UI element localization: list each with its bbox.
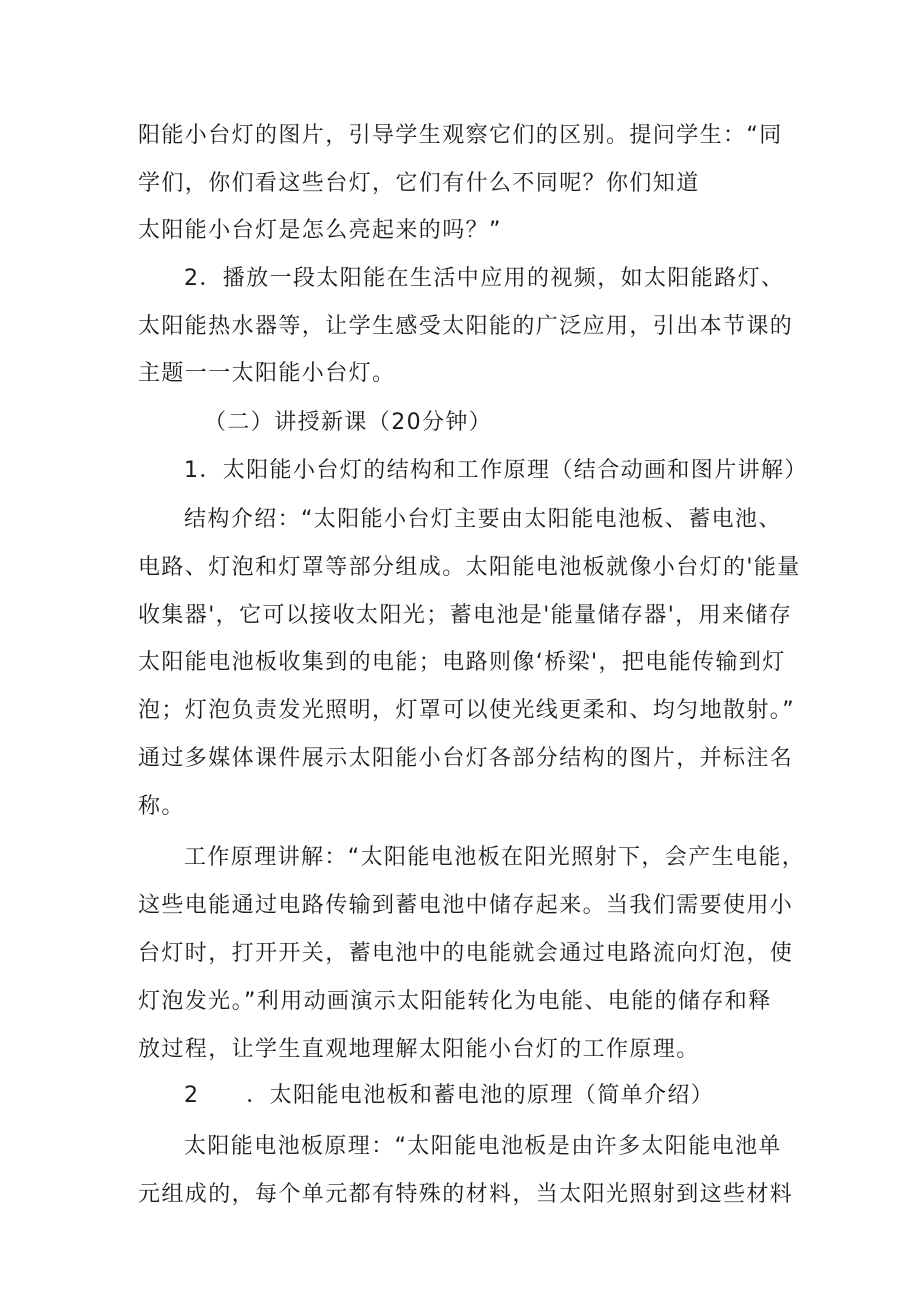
paragraph-line: 2．播放一段太阳能在生活中应用的视频，如太阳能路灯、 bbox=[184, 266, 785, 291]
paragraph-line: 这些电能通过电路传输到蓄电池中储存起来。当我们需要使用小 bbox=[138, 893, 794, 918]
paragraph-line: 太阳能电池板原理：“太阳能电池板是由许多太阳能电池单 bbox=[184, 1134, 782, 1159]
paragraph-line: 太阳能电池板收集到的电能；电路则像‘桥梁'，把电能传输到灯 bbox=[138, 650, 786, 675]
paragraph-line: 电路、灯泡和灯罩等部分组成。太阳能电池板就像小台灯的'能量 bbox=[138, 555, 801, 580]
paragraph-line: 通过多媒体课件展示太阳能小台灯各部分结构的图片，并标注名 bbox=[138, 746, 794, 771]
subsection-heading: 1．太阳能小台灯的结构和工作原理（结合动画和图片讲解） bbox=[184, 458, 808, 483]
section-heading: （二）讲授新课（20分钟） bbox=[204, 410, 493, 435]
paragraph-line: 阳能小台灯的图片，引导学生观察它们的区别。提问学生：“同 bbox=[138, 123, 783, 148]
paragraph-line: 工作原理讲解：“太阳能电池板在阳光照射下，会产生电能， bbox=[184, 845, 806, 870]
subsection-heading: 2 ．太阳能电池板和蓄电池的原理（简单介绍） bbox=[184, 1083, 715, 1108]
paragraph-line: 放过程，让学生直观地理解太阳能小台灯的工作原理。 bbox=[138, 1037, 700, 1062]
paragraph-line: 主题一一太阳能小台灯。 bbox=[138, 361, 396, 386]
paragraph-line: 太阳能热水器等，让学生感受太阳能的广泛应用，引出本节课的 bbox=[138, 314, 794, 339]
paragraph-line: 称。 bbox=[138, 794, 185, 819]
paragraph-line: 收集器'，它可以接收太阳光；蓄电池是'能量储存器'，用来储存 bbox=[138, 603, 793, 628]
paragraph-line: 学们，你们看这些台灯，它们有什么不同呢？你们知道 bbox=[138, 171, 700, 196]
paragraph-line: 结构介绍：“太阳能小台灯主要由太阳能电池板、蓄电池、 bbox=[184, 507, 782, 532]
paragraph-line: 灯泡发光。”利用动画演示太阳能转化为电能、电能的储存和释 bbox=[138, 989, 772, 1014]
paragraph-line: 太阳能小台灯是怎么亮起来的吗？” bbox=[138, 218, 502, 243]
paragraph-line: 元组成的，每个单元都有特殊的材料，当太阳光照射到这些材料 bbox=[138, 1182, 794, 1207]
paragraph-line: 台灯时，打开开关，蓄电池中的电能就会通过电路流向灯泡，使 bbox=[138, 941, 794, 966]
paragraph-line: 泡；灯泡负责发光照明，灯罩可以使光线更柔和、均匀地散射。” bbox=[138, 698, 795, 723]
